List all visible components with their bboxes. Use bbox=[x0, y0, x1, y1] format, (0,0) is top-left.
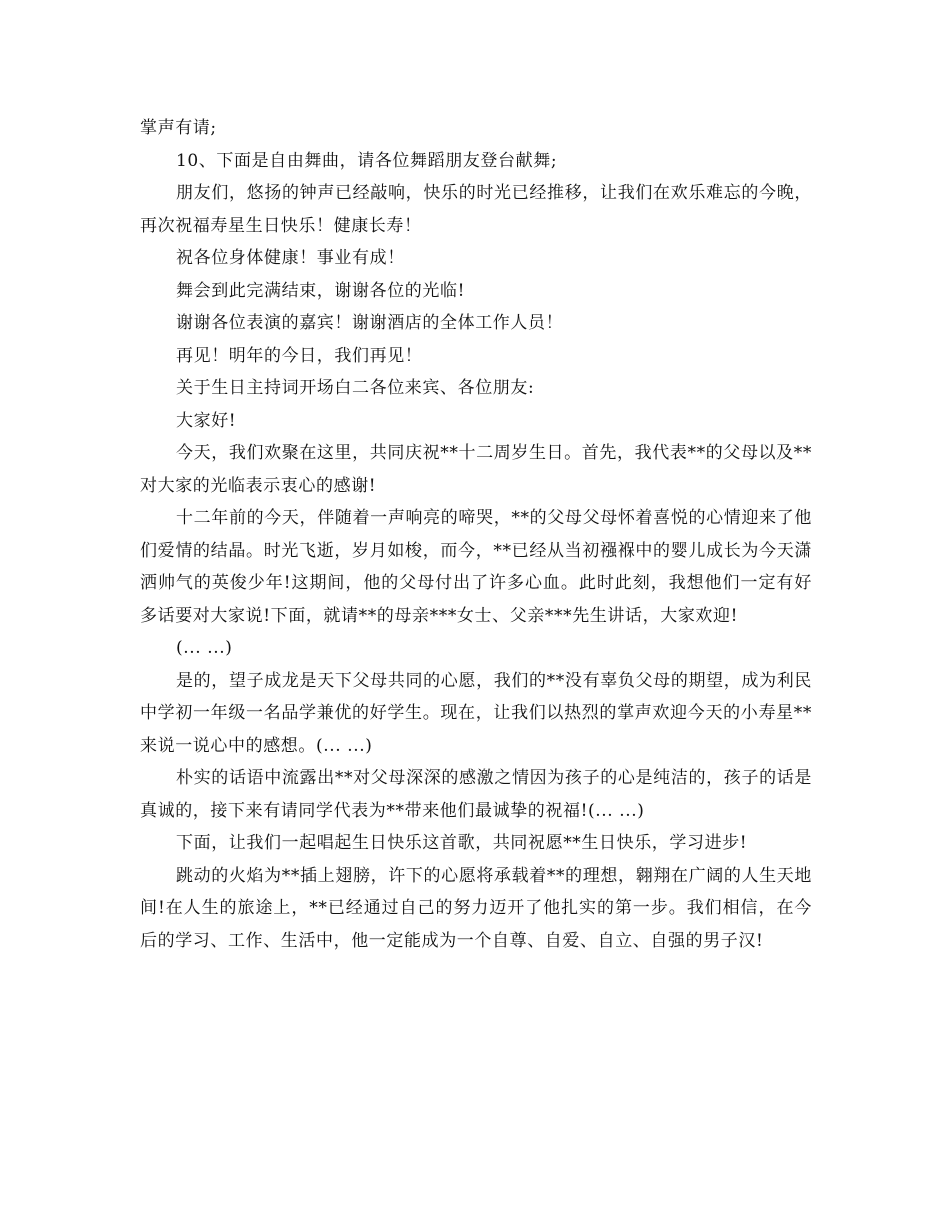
paragraph: 谢谢各位表演的嘉宾！谢谢酒店的全体工作人员！ bbox=[176, 313, 564, 333]
paragraph: 关于生日主持词开场白二各位来宾、各位朋友: bbox=[176, 378, 535, 398]
paragraph: 下面，让我们一起唱起生日快乐这首歌，共同祝愿**生日快乐，学习进步! bbox=[176, 833, 748, 853]
paragraph: 朴实的话语中流露出**对父母深深的感激之情因为孩子的心是纯洁的，孩子的话是真诚的，接下来有请同学代表为**带来他们最诚挚的祝福!(... ...) bbox=[140, 768, 812, 821]
paragraph: 是的，望子成龙是天下父母共同的心愿，我们的**没有辜负父母的期望，成为利民中学初一年级一名品学兼优的好学生。现在，让我们以热烈的掌声欢迎今天的小寿星**来说一说心中的感想。(... ...) bbox=[140, 670, 812, 756]
document-body bbox=[140, 112, 812, 957]
paragraph: 朋友们，悠扬的钟声已经敲响，快乐的时光已经推移，让我们在欢乐难忘的今晚，再次祝福寿星生日快乐！健康长寿！ bbox=[140, 183, 812, 236]
paragraph: 祝各位身体健康！事业有成！ bbox=[176, 248, 405, 268]
paragraph: 舞会到此完满结束，谢谢各位的光临! bbox=[176, 280, 466, 301]
paragraph: 今天，我们欢聚在这里，共同庆祝**十二周岁生日。首先，我代表**的父母以及**对大家的光临表示衷心的感谢! bbox=[140, 443, 812, 496]
paragraph: 再见！明年的今日，我们再见！ bbox=[176, 345, 423, 366]
paragraph: 跳动的火焰为**插上翅膀，许下的心愿将承载着**的理想，翱翔在广阔的人生天地间!在人生的旅途上，**已经通过自己的努力迈开了他扎实的第一步。我们相信，在今后的学习、工作、生活中，他一定能成为一个自尊、自爱、自立、自强的男子汉! bbox=[140, 865, 812, 951]
paragraph: (... ...) bbox=[176, 638, 233, 658]
paragraph: 掌声有请; bbox=[140, 118, 217, 138]
paragraph: 10、下面是自由舞曲，请各位舞蹈朋友登台献舞; bbox=[176, 150, 558, 171]
paragraph: 大家好! bbox=[176, 410, 237, 431]
paragraph: 十二年前的今天，伴随着一声响亮的啼哭，**的父母父母怀着喜悦的心情迎来了他们爱情的结晶。时光飞逝，岁月如梭，而今，**已经从当初襁褓中的婴儿成长为今天潇洒帅气的英俊少年!这期间，他的父母付出了许多心血。此时此刻，我想他们一定有好多话要对大家说!下面，就请**的母亲***女士、父亲***先生讲话，大家欢迎! bbox=[140, 508, 812, 626]
